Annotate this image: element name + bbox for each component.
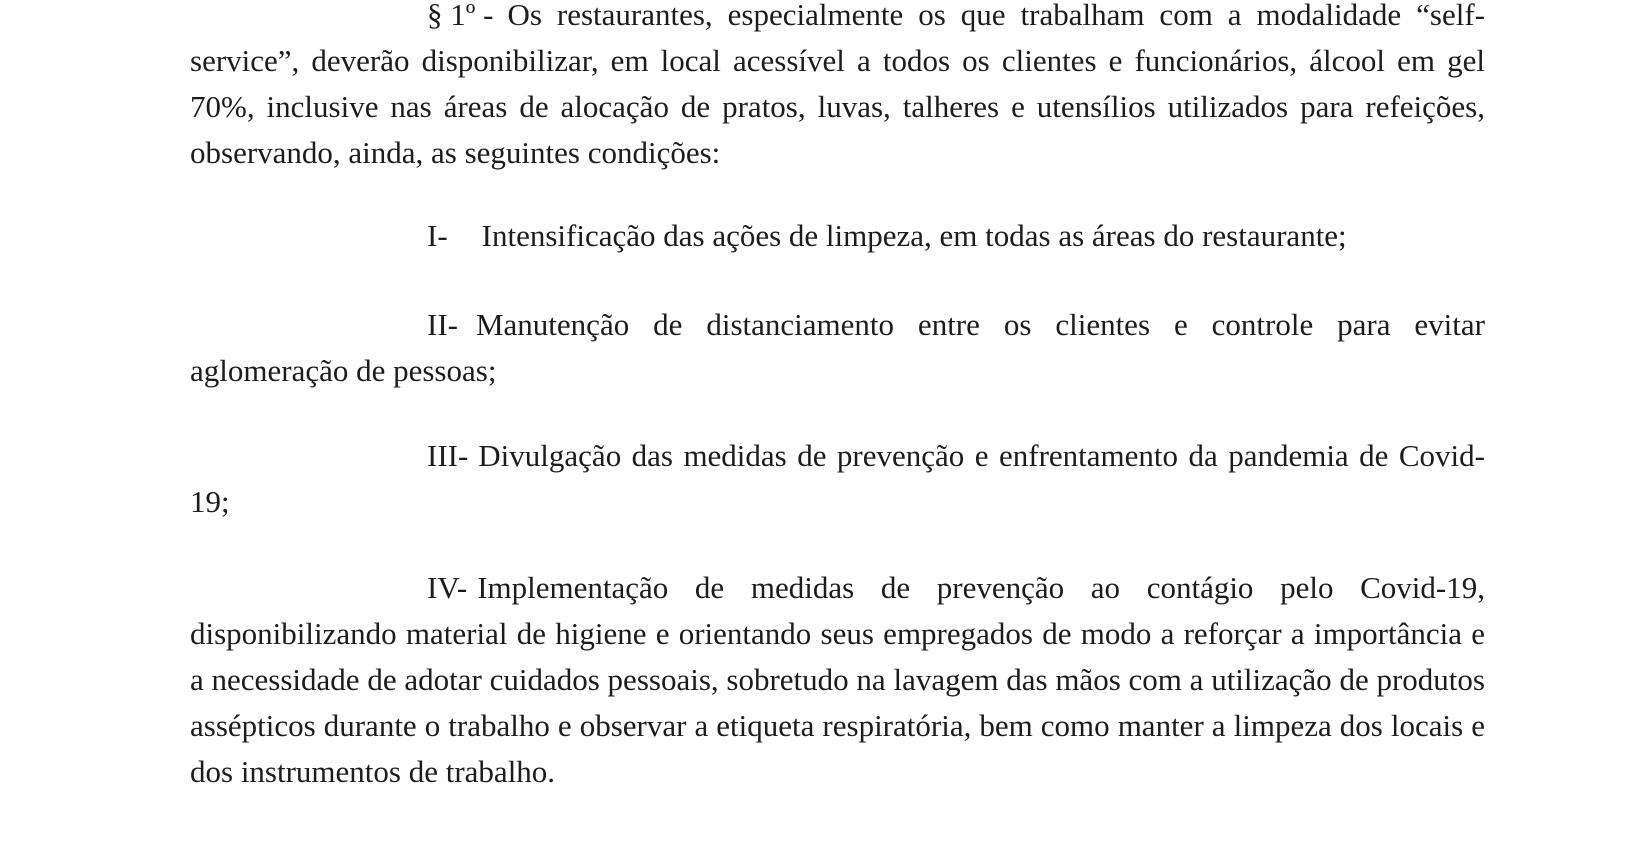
list-item-marker: I- xyxy=(427,218,448,253)
list-item-i xyxy=(190,213,1485,259)
list-item-marker: III- xyxy=(427,438,469,473)
paragraph-section-1 xyxy=(190,0,1485,176)
section-text: Os restaurantes, especialmente os que trabalham com a modalidade “self-service”, deverão disponibilizar, em local acessível a todos os clientes e funcionários, álcool em gel 70%, inclusive nas áreas de alocação de pratos, luvas, talheres e utensílios utilizados para refeições, observando, ainda, as seguintes condições: xyxy=(190,0,1485,170)
list-item-text: Implementação de medidas de prevenção ao contágio pelo Covid-19, disponibilizando material de higiene e orientando seus empregados de modo a reforçar a importância e a necessidade de adotar cuidados pessoais, sobretudo na lavagem das mãos com a utilização de produtos assépticos durante o trabalho e observar a etiqueta respiratória, bem como manter a limpeza dos locais e dos instrumentos de trabalho. xyxy=(190,570,1485,789)
list-item-ii xyxy=(190,302,1485,394)
list-item-text: Intensificação das ações de limpeza, em todas as áreas do restaurante; xyxy=(481,218,1347,253)
list-item-text: Manutenção de distanciamento entre os clientes e controle para evitar aglomeração de pessoas; xyxy=(190,307,1485,388)
list-item-iii xyxy=(190,433,1485,525)
list-item-iv xyxy=(190,565,1485,795)
list-item-text: Divulgação das medidas de prevenção e enfrentamento da pandemia de Covid-19; xyxy=(190,438,1485,519)
list-item-marker: IV- xyxy=(427,570,468,605)
list-item-marker: II- xyxy=(427,307,458,342)
section-marker: § 1º - xyxy=(427,0,494,32)
